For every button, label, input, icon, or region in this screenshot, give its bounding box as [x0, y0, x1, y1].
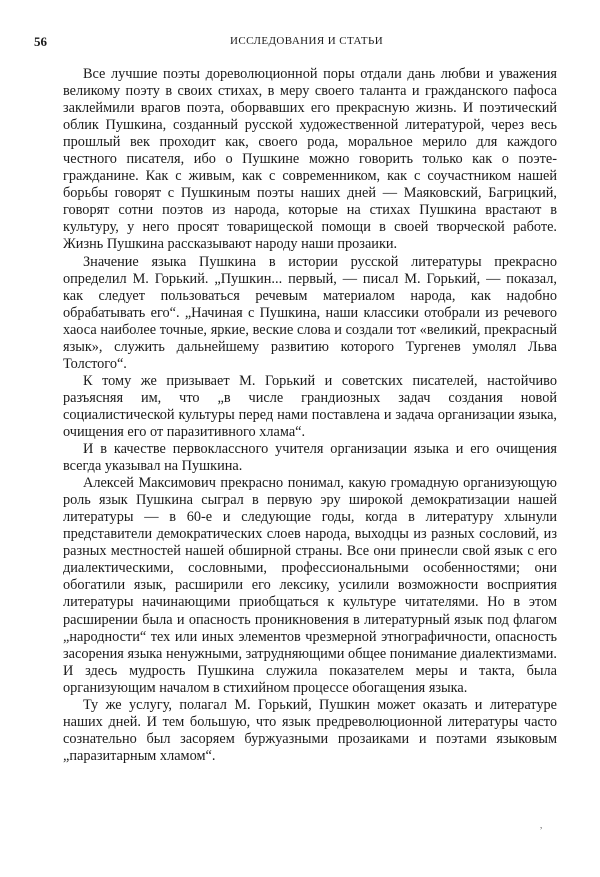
paragraph: Ту же услугу, полагал М. Горький, Пушкин может оказать и литературе наших дней. И тем большую, что язык предреволюционной литературы часто сознательно был засоряем буржуазными прозаиками и поэтами языковым „паразитарным хламом“.	[63, 696, 557, 764]
paragraph: Алексей Максимович прекрасно понимал, какую громадную организующую роль язык Пушкина сыграл в первую эру широкой демократизации нашей литературы — в 60-е и следующие годы, когда в литературу хлынули представители демократических слоев народа, выходцы из разных сословий, из разных местностей нашей обширной страны. Все они принесли свой язык с его диалектическими, сословными, профессиональными особенностями; они обогатили язык, расширили его лексику, усилили возможности восприятия литературы начинающими приобщаться к культуре читателями. Но в этом расширении была и опасность проникновения в литературный язык под флагом „народности“ тех или иных элементов чрезмерной этнографичности, опасность засорения языка ненужными, затрудняющими общее понимание диалектизмами. И здесь мудрость Пушкина служила показателем меры и такта, была организующим началом в стихийном процессе обогащения языка.	[63, 475, 557, 696]
article-body	[63, 66, 557, 765]
paragraph: Все лучшие поэты дореволюционной поры отдали дань любви и уважения великому поэту в своих стихах, в меру своего таланта и гражданского пафоса заклеймили врагов поэта, оборвавших его прекрасную жизнь. И поэтический облик Пушкина, созданный русской художественной литературой, через весь прошлый век проходит как, своего рода, моральное мерило для каждого честного писателя, ибо о Пушкине можно говорить только как о поэте-гражданине. Как с живым, как с современником, как с соучастником нашей борьбы говорят с Пушкиным поэты наших дней — Маяковский, Багрицкий, говорят сотни поэтов из народа, которые на стихах Пушкина врастают в культуру, у него просят товарищеской помощи в своей творческой работе. Жизнь Пушкина рассказывают народу наши прозаики.	[63, 66, 557, 253]
scan-mark: ,	[540, 820, 543, 830]
paragraph: К тому же призывает М. Горький и советских писателей, настойчиво разъясняя им, что „в числе грандиозных задач создания новой социалистической культуры перед нами поставлена и задача организации языка, очищения его от паразитивного хлама“.	[63, 372, 557, 440]
paragraph: И в качестве первоклассного учителя организации языка и его очищения всегда указывал на Пушкина.	[63, 441, 557, 475]
page-header	[34, 34, 560, 50]
running-title: ИССЛЕДОВАНИЯ И СТАТЬИ	[230, 35, 384, 47]
page-number: 56	[34, 34, 47, 49]
paragraph: Значение языка Пушкина в истории русской литературы прекрасно определил М. Горький. „Пушкин... первый, — писал М. Горький, — показал, как следует пользоваться речевым материалом народа, как надобно обрабатывать его“. „Начиная с Пушкина, наши классики отобрали из речевого хаоса наиболее точные, яркие, веские слова и создали тот «великий, прекрасный язык», служить дальнейшему развитию которого Тургенев умолял Льва Толстого“.	[63, 253, 557, 372]
